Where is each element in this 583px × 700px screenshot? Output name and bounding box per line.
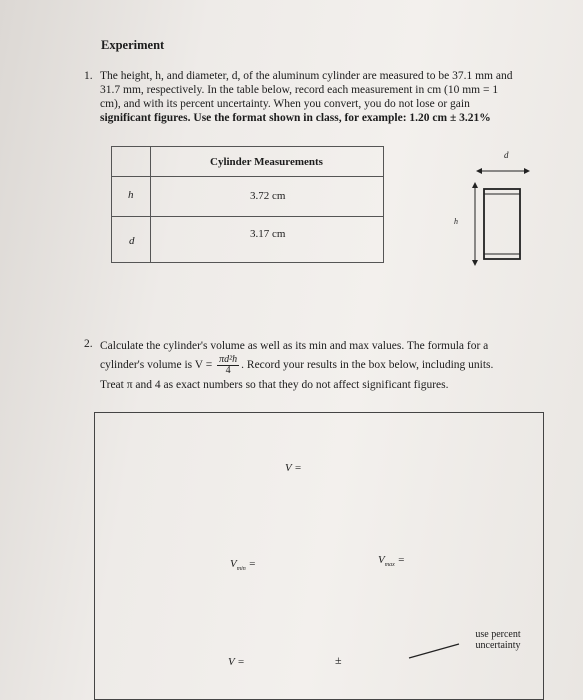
volume-min-symbol: V bbox=[230, 558, 237, 570]
formula-denominator: 4 bbox=[225, 365, 231, 376]
volume-max-subscript: max bbox=[384, 562, 395, 569]
cylinder-figure bbox=[454, 145, 540, 270]
table-row-label: d bbox=[129, 235, 135, 247]
volume-min-label bbox=[230, 558, 256, 572]
table-row-label: h bbox=[128, 189, 134, 201]
plus-minus-sign: ± bbox=[335, 653, 342, 667]
volume-max-label bbox=[378, 554, 405, 568]
volume-formula bbox=[217, 355, 239, 376]
volume-max-symbol: V bbox=[378, 554, 385, 566]
question-2-number: 2. bbox=[84, 338, 93, 350]
formula-numerator: πd²h bbox=[219, 354, 238, 365]
pointer-line bbox=[407, 640, 463, 662]
table-divider bbox=[112, 176, 383, 177]
question-1-text bbox=[100, 69, 544, 125]
table-column-divider bbox=[150, 147, 151, 262]
question-1-line: significant figures. Use the format shown in class, for example: 1.20 cm ± 3.21% bbox=[100, 112, 491, 124]
question-2-text bbox=[100, 337, 554, 394]
table-cell-value[interactable]: 3.72 cm bbox=[250, 190, 286, 202]
question-2-line bbox=[100, 355, 554, 376]
question-2-line: Treat π and 4 as exact numbers so that they do not affect significant figures. bbox=[100, 379, 449, 391]
question-1-number: 1. bbox=[84, 70, 93, 82]
question-1-line: 31.7 mm, respectively. In the table below, record each measurement in cm (10 mm = 1 bbox=[100, 84, 499, 96]
formula-intro: cylinder's volume is V = bbox=[100, 359, 213, 372]
percent-uncertainty-note: use percent uncertainty bbox=[475, 629, 521, 651]
volume-min-subscript: min bbox=[236, 566, 246, 573]
volume-label: V = bbox=[285, 462, 302, 474]
table-header: Cylinder Measurements bbox=[210, 156, 323, 168]
question-1-line: The height, h, and diameter, d, of the aluminum cylinder are measured to be 37.1 mm and bbox=[100, 70, 513, 82]
height-label: h bbox=[454, 217, 458, 226]
table-cell-value[interactable]: 3.17 cm bbox=[250, 228, 286, 240]
question-2 bbox=[84, 337, 554, 394]
cylinder-measurements-table bbox=[111, 146, 384, 263]
answer-box[interactable] bbox=[94, 412, 544, 700]
volume-max-equals: = bbox=[397, 554, 405, 566]
volume-min-equals: = bbox=[248, 558, 256, 570]
question-1 bbox=[84, 69, 544, 125]
diameter-label: d bbox=[504, 150, 509, 160]
question-2-line: Calculate the cylinder's volume as well as its min and max values. The formula for a bbox=[100, 340, 489, 352]
cylinder-diagram bbox=[454, 145, 540, 270]
volume-final-label: V = bbox=[228, 656, 245, 668]
question-1-line: cm), and with its percent uncertainty. When you convert, you do not lose or gain bbox=[100, 98, 470, 110]
table-divider bbox=[112, 216, 383, 217]
formula-outro: . Record your results in the box below, including units. bbox=[241, 359, 494, 372]
page-title: Experiment bbox=[101, 38, 165, 52]
